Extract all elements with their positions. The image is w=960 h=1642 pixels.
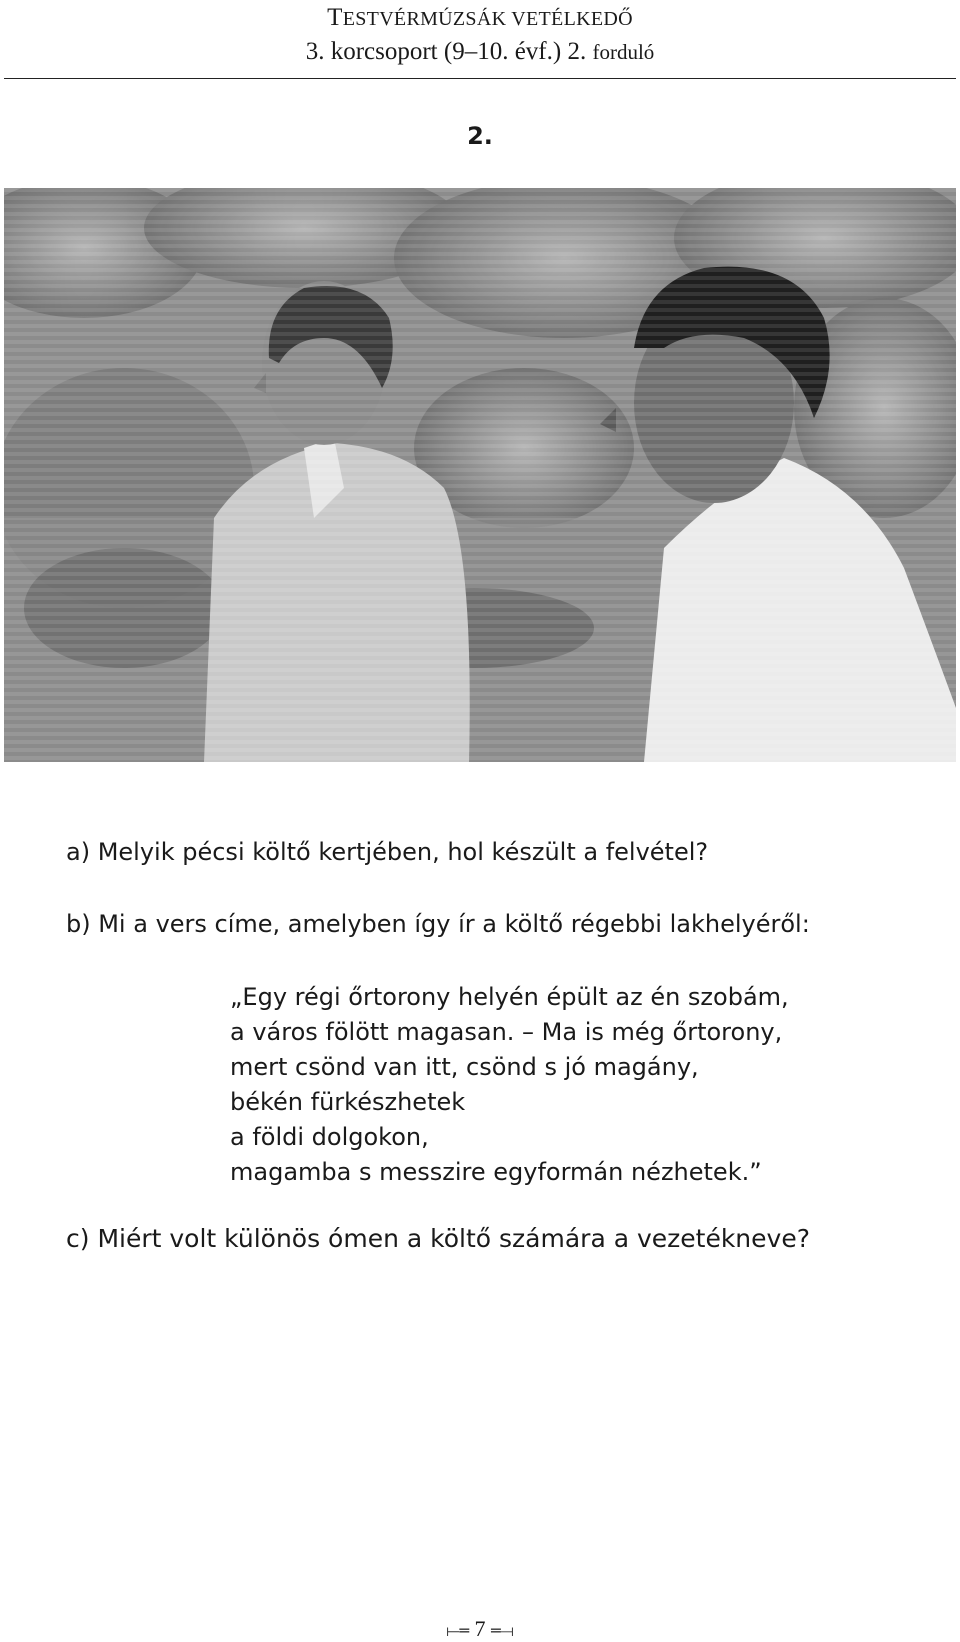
question-number: 2. [467, 122, 493, 150]
series-title [0, 2, 960, 35]
series-title-rest: ESTVÉRMÚZSÁK VETÉLKEDŐ [342, 8, 633, 30]
question-c: c) Miért volt különös ómen a költő számára a vezetékneve? [66, 1224, 810, 1253]
group-line [0, 35, 960, 69]
ornament-right-icon: ═⟞ [491, 1621, 514, 1640]
poem-line: a város fölött magasan. – Ma is még őrtorony, [230, 1018, 783, 1046]
poem-line: mert csönd van itt, csönd s jó magány, [230, 1053, 699, 1081]
photo-two-men-in-garden [4, 188, 956, 762]
poem-line: békén fürkészhetek [230, 1088, 466, 1116]
poem-quote [230, 980, 789, 1190]
poem-line: magamba s messzire egyformán nézhetek.” [230, 1158, 762, 1186]
series-title-initial: T [327, 4, 343, 31]
ornament-left-icon: ⟝═ [446, 1621, 469, 1640]
poem-line: a földi dolgokon, [230, 1123, 429, 1151]
page-footer [0, 1616, 960, 1642]
round-label: forduló [592, 40, 655, 64]
page-header [0, 2, 960, 69]
group-label: 3. korcsoport (9–10. évf.) 2. [305, 38, 587, 65]
question-a: a) Melyik pécsi költő kertjében, hol készült a felvétel? [66, 838, 709, 866]
page-number: 7 [474, 1616, 486, 1641]
poem-line: „Egy régi őrtorony helyén épült az én szobám, [230, 983, 789, 1011]
header-divider [4, 78, 956, 79]
question-b: b) Mi a vers címe, amelyben így ír a költő régebbi lakhelyéről: [66, 910, 810, 938]
